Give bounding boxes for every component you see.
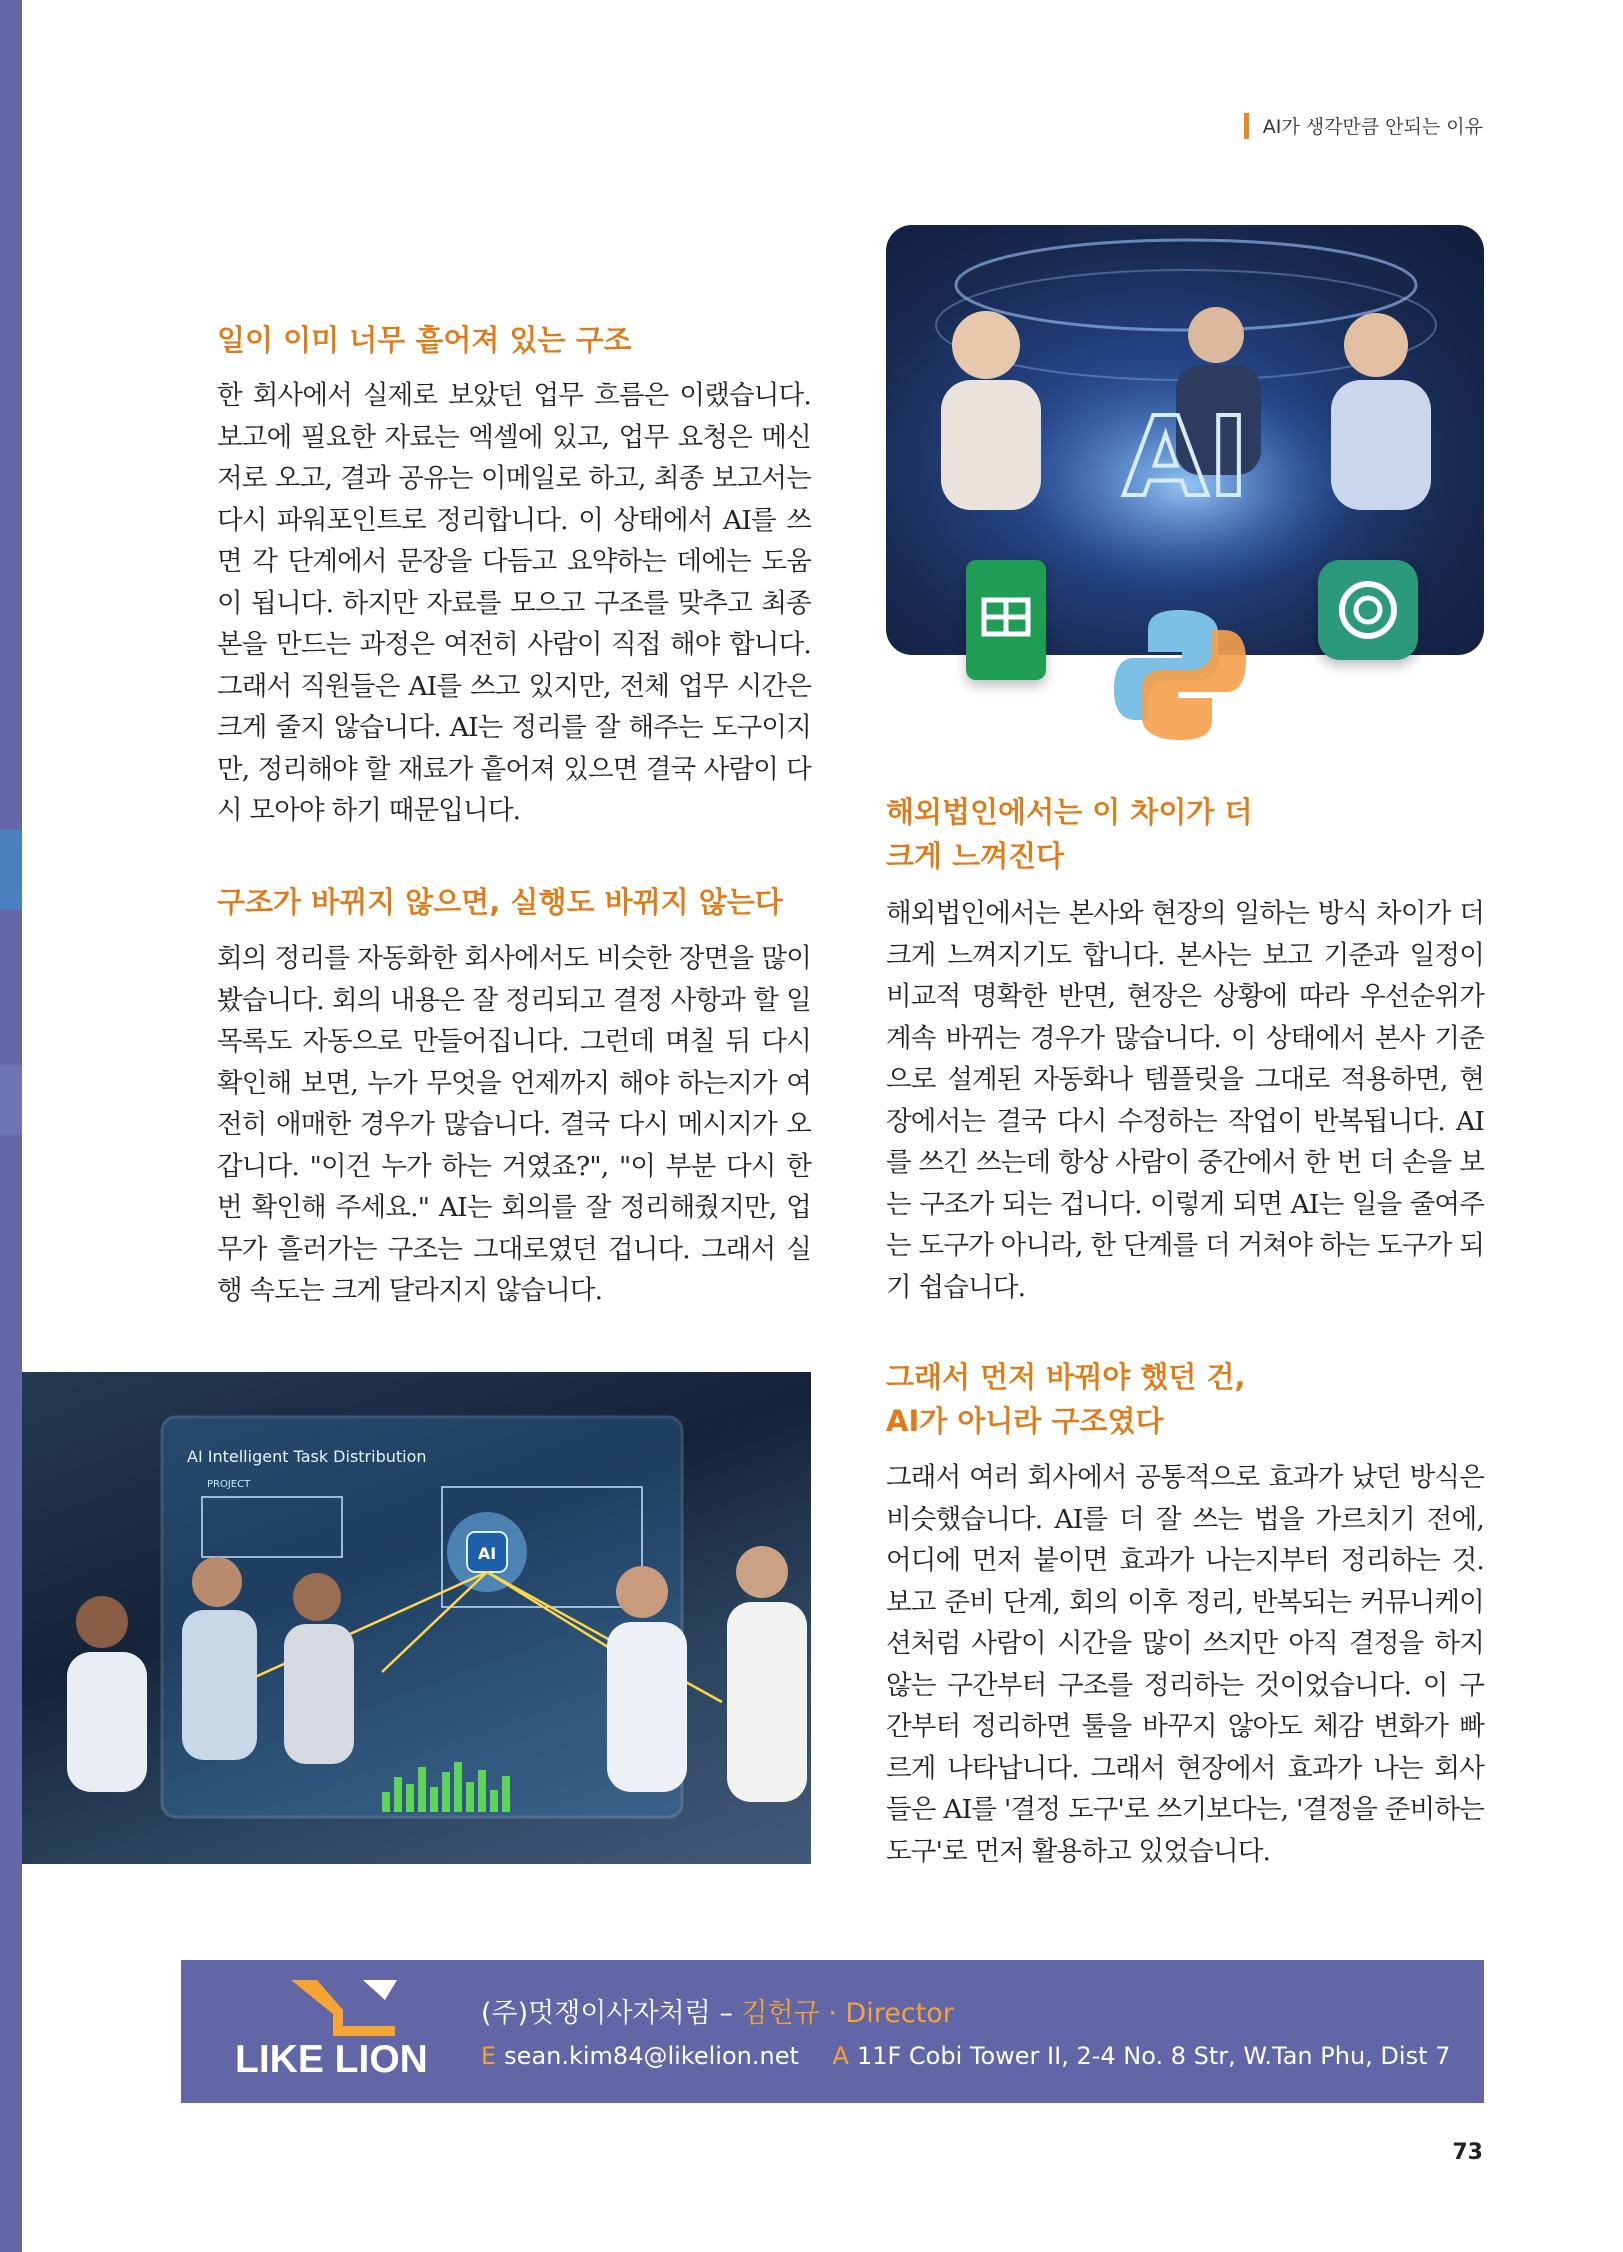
office-address: 11F Cobi Tower II, 2-4 No. 8 Str, W.Tan Phu, Dist 7 xyxy=(856,2042,1451,2070)
page-number: 73 xyxy=(1452,2140,1483,2165)
like-lion-logo-text: LIKE LION xyxy=(235,2038,428,2081)
author-footer xyxy=(181,1960,1484,2103)
author-line xyxy=(481,1991,954,2030)
company-name: (주)멋쟁이사자처럼 xyxy=(481,1998,711,2029)
python-logo-icon xyxy=(1110,600,1250,750)
body-structure-execution: 회의 정리를 자동화한 회사에서도 비슷한 장면을 많이 봤습니다. 회의 내용은 잘 정리되고 결정 사항과 할 일 목록도 자동으로 만들어집니다. 그런데 며칠 뒤 다시 확인해 보면, 누가 무엇을 언제까지 해야 하는지가 여전히 애매한 경우가 많습니다. 결국 다시 메시지가 오갑니다. "이건 누가 하는 거였죠?", "이 부분 다시 한 번 확인해 주세요." AI는 회의를 잘 정리해줬지만, 업무가 흘러가는 구조는 그대로였던 겁니다. 그래서 실행 속도는 크게 달라지지 않습니다. xyxy=(217,943,811,1306)
panel-title: AI Intelligent Task Distribution xyxy=(187,1447,427,1466)
ai-node-text: AI xyxy=(477,1544,497,1563)
contact-line xyxy=(481,2042,1450,2070)
heading-change-first-line2: AI가 아니라 구조였다 xyxy=(886,1404,1164,1438)
section-tag-bar xyxy=(1244,113,1249,139)
author-dash: – xyxy=(710,1998,742,2029)
heading-overseas-line1: 해외법인에서는 이 차이가 더 xyxy=(886,795,1253,829)
left-edge-accent xyxy=(0,830,22,910)
left-edge-accent xyxy=(0,1065,22,1135)
heading-overseas-line2: 크게 느껴진다 xyxy=(886,839,1065,873)
task-distribution-photo xyxy=(22,1372,811,1864)
heading-structure-execution: 구조가 바뀌지 않으면, 실행도 바뀌지 않는다 xyxy=(217,885,783,919)
task-distribution-illustration xyxy=(22,1372,811,1864)
email-address[interactable]: sean.kim84@likelion.net xyxy=(504,2042,799,2070)
body-overseas: 해외법인에서는 본사와 현장의 일하는 방식 차이가 더 크게 느껴지기도 합니다. 본사는 보고 기준과 일정이 비교적 명확한 반면, 현장은 상황에 따라 우선순위가 계속 바뀌는 경우가 많습니다. 이 상태에서 본사 기준으로 설계된 자동화나 템플릿을 그대로 적용하면, 현장에서는 결국 다시 수정하는 작업이 반복됩니다. AI를 쓰긴 쓰는데 항상 사람이 중간에서 한 번 더 손을 보는 구조가 되는 겁니다. 이렇게 되면 AI는 일을 줄여주는 도구가 아니라, 한 단계를 더 거쳐야 하는 도구가 되기 쉽습니다. xyxy=(886,898,1484,1303)
email-label: E xyxy=(481,2042,497,2070)
spreadsheet-app-icon xyxy=(966,560,1046,680)
author-name-title: 김헌규 · Director xyxy=(741,1998,954,2029)
like-lion-logo-icon xyxy=(291,1980,401,2040)
address-label: A xyxy=(832,2042,849,2070)
section-tag-label: AI가 생각만큼 안되는 이유 xyxy=(1262,116,1483,138)
body-scattered-structure: 한 회사에서 실제로 보았던 업무 흐름은 이랬습니다. 보고에 필요한 자료는 엑셀에 있고, 업무 요청은 메신저로 오고, 결과 공유는 이메일로 하고, 최종 보고서는 다시 파워포인트로 정리합니다. 이 상태에서 AI를 쓰면 각 단계에서 문장을 다듬고 요약하는 데에는 도움이 됩니다. 하지만 자료를 모으고 구조를 맞추고 최종본을 만드는 과정은 여전히 사람이 직접 해야 합니다. 그래서 직원들은 AI를 쓰고 있지만, 전체 업무 시간은 크게 줄지 않습니다. AI는 정리를 잘 해주는 도구이지만, 정리해야 할 재료가 흩어져 있으면 결국 사람이 다시 모아야 하기 때문입니다. xyxy=(217,380,811,826)
heading-change-first-line1: 그래서 먼저 바꿔야 했던 건, xyxy=(886,1360,1246,1394)
body-change-first: 그래서 여러 회사에서 공통적으로 효과가 났던 방식은 비슷했습니다. AI를 더 잘 쓰는 법을 가르치기 전에, 어디에 먼저 붙이면 효과가 나는지부터 정리하는 것. 보고 준비 단계, 회의 이후 정리, 반복되는 커뮤니케이션처럼 사람이 시간을 많이 쓰지만 아직 결정을 하지 않는 구간부터 구조를 정리하는 것이었습니다. 이 구간부터 정리하면 툴을 바꾸지 않아도 체감 변화가 빠르게 나타납니다. 그래서 현장에서 효과가 나는 회사들은 AI를 '결정 도구'로 쓰기보다는, '결정을 준비하는 도구'로 먼저 활용하고 있었습니다. xyxy=(886,1462,1484,1867)
chatbot-app-icon xyxy=(1318,560,1418,660)
section-tag xyxy=(1244,112,1483,139)
heading-scattered-structure: 일이 이미 너무 흩어져 있는 구조 xyxy=(217,323,632,357)
left-edge-bar xyxy=(0,0,22,2252)
ai-glow-text: AI xyxy=(1122,393,1250,521)
panel-subtitle: PROJECT xyxy=(207,1479,251,1490)
